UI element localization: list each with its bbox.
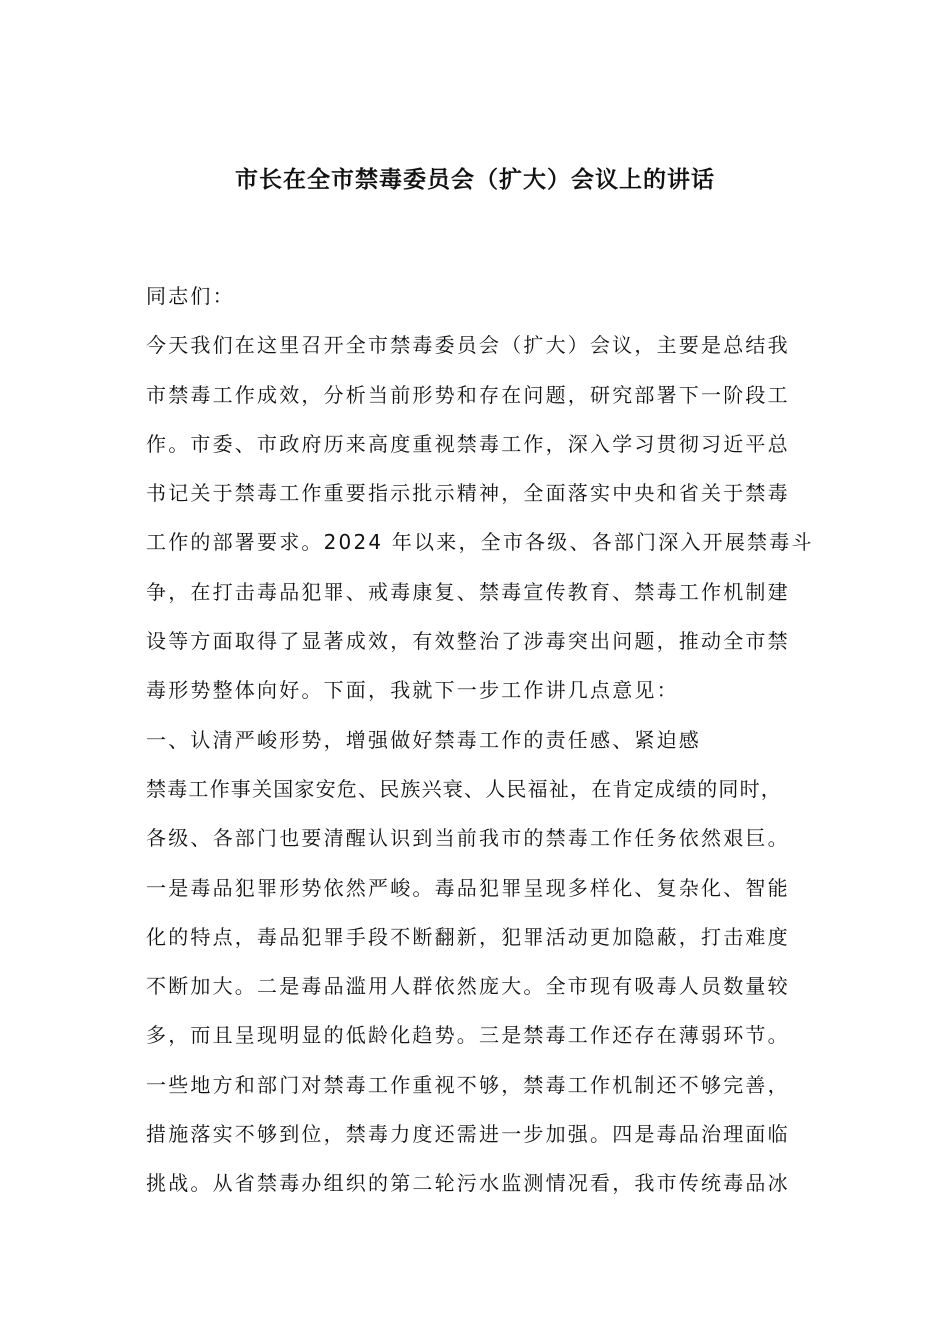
body-line: 作。市委、市政府历来高度重视禁毒工作，深入学习贯彻习近平总 [146,431,790,456]
body-line: 工作的部署要求。2024 年以来，全市各级、各部门深入开展禁毒斗 [146,530,814,555]
body-line: 化的特点，毒品犯罪手段不断翻新，犯罪活动更加隐蔽，打击难度 [146,924,790,949]
body-line: 一是毒品犯罪形势依然严峻。毒品犯罪呈现多样化、复杂化、智能 [146,875,790,900]
body-line: 多，而且呈现明显的低龄化趋势。三是禁毒工作还存在薄弱环节。 [146,1023,790,1048]
body-line: 今天我们在这里召开全市禁毒委员会（扩大）会议，主要是总结我 [146,333,790,358]
body-line: 毒形势整体向好。下面，我就下一步工作讲几点意见： [146,678,679,703]
body-line: 禁毒工作事关国家安危、民族兴衰、人民福祉，在肯定成绩的同时， [146,776,782,801]
body-line: 挑战。从省禁毒办组织的第二轮污水监测情况看，我市传统毒品冰 [146,1171,790,1196]
body-line: 设等方面取得了显著成效，有效整治了涉毒突出问题，推动全市禁 [146,629,790,654]
section-heading: 一、认清严峻形势，增强做好禁毒工作的责任感、紧迫感 [146,727,701,752]
document-body [146,272,816,1209]
body-line: 争，在打击毒品犯罪、戒毒康复、禁毒宣传教育、禁毒工作机制建 [146,579,790,604]
document-title: 市长在全市禁毒委员会（扩大）会议上的讲话 [235,167,715,193]
body-line: 市禁毒工作成效，分析当前形势和存在问题，研究部署下一阶段工 [146,382,790,407]
body-line: 书记关于禁毒工作重要指示批示精神，全面落实中央和省关于禁毒 [146,481,790,506]
body-line: 各级、各部门也要清醒认识到当前我市的禁毒工作任务依然艰巨。 [146,826,790,851]
body-line: 不断加大。二是毒品滥用人群依然庞大。全市现有吸毒人员数量较 [146,974,790,999]
body-line: 措施落实不够到位，禁毒力度还需进一步加强。四是毒品治理面临 [146,1122,790,1147]
body-line: 一些地方和部门对禁毒工作重视不够，禁毒工作机制还不够完善， [146,1072,790,1097]
salutation-line: 同志们： [146,284,235,308]
